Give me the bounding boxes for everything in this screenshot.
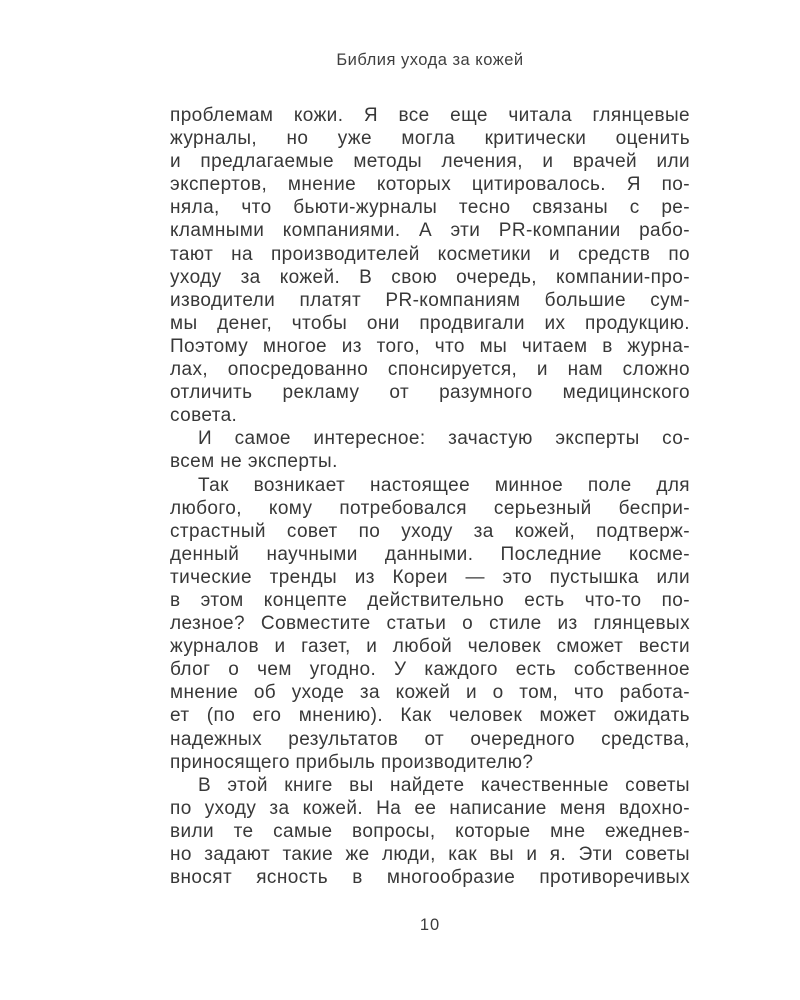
text-line: вили те самые вопросы, которые мне ежеднев-: [170, 820, 690, 842]
text-line: Поэтому многое из того, что мы читаем в журна-: [170, 335, 690, 357]
text-line: няла, что бьюти-журналы тесно связаны с ре-: [170, 197, 690, 219]
text-line: страстный совет по уходу за кожей, подтверж-: [170, 520, 690, 542]
text-line: всем не эксперты.: [170, 451, 338, 473]
text-line: любого, кому потребовался серьезный беспри-: [170, 497, 690, 519]
text-line: ет (по его мнению). Как человек может ожидать: [170, 705, 690, 727]
text-line: журналы, но уже могла критически оценить: [170, 128, 690, 150]
text-line: тают на производителей косметики и средств по: [170, 243, 690, 265]
text-line: экспертов, мнение которых цитировалось. Я по-: [170, 174, 690, 196]
body-text: [170, 104, 690, 889]
text-line: И самое интересное: зачастую эксперты со-: [198, 428, 690, 450]
text-line: приносящего прибыль производителю?: [170, 751, 534, 773]
text-line: мнение об уходе за кожей и о том, что работа-: [170, 682, 690, 704]
text-line: в этом концепте действительно есть что-то по-: [170, 589, 690, 611]
text-line: изводители платят PR-компаниям большие сум-: [170, 289, 690, 311]
text-line: тические тренды из Кореи — это пустышка или: [170, 566, 690, 588]
text-line: и предлагаемые методы лечения, и врачей или: [170, 151, 690, 173]
text-line: лах, опосредованно спонсируется, и нам сложно: [170, 359, 690, 381]
text-line: мы денег, чтобы они продвигали их продукцию.: [170, 312, 690, 334]
text-line: но задают такие же люди, как вы и я. Эти советы: [170, 844, 690, 865]
text-line: кламными компаниями. А эти PR-компании рабо-: [170, 220, 690, 242]
text-line: журналов и газет, и любой человек сможет вести: [170, 636, 690, 658]
text-line: отличить рекламу от разумного медицинского: [170, 382, 690, 404]
text-line: совета.: [170, 405, 238, 427]
text-line: уходу за кожей. В свою очередь, компании-про-: [170, 266, 690, 288]
text-line: денный научными данными. Последние косме-: [170, 543, 690, 565]
text-line: В этой книге вы найдете качественные советы: [198, 774, 690, 796]
text-line: проблемам кожи. Я все еще читала глянцевые: [170, 105, 690, 126]
text-line: по уходу за кожей. На ее написание меня вдохно-: [170, 797, 690, 819]
text-line: вносят ясность в многообразие противоречивых: [170, 867, 690, 889]
running-header: Библия ухода за кожей: [336, 51, 524, 69]
text-line: блог о чем угодно. У каждого есть собственное: [170, 659, 690, 681]
text-line: лезное? Совместите статьи о стиле из глянцевых: [170, 613, 690, 635]
text-line: Так возникает настоящее минное поле для: [198, 474, 690, 496]
page-number: 10: [419, 916, 441, 934]
text-line: надежных результатов от очередного средства,: [170, 728, 690, 750]
